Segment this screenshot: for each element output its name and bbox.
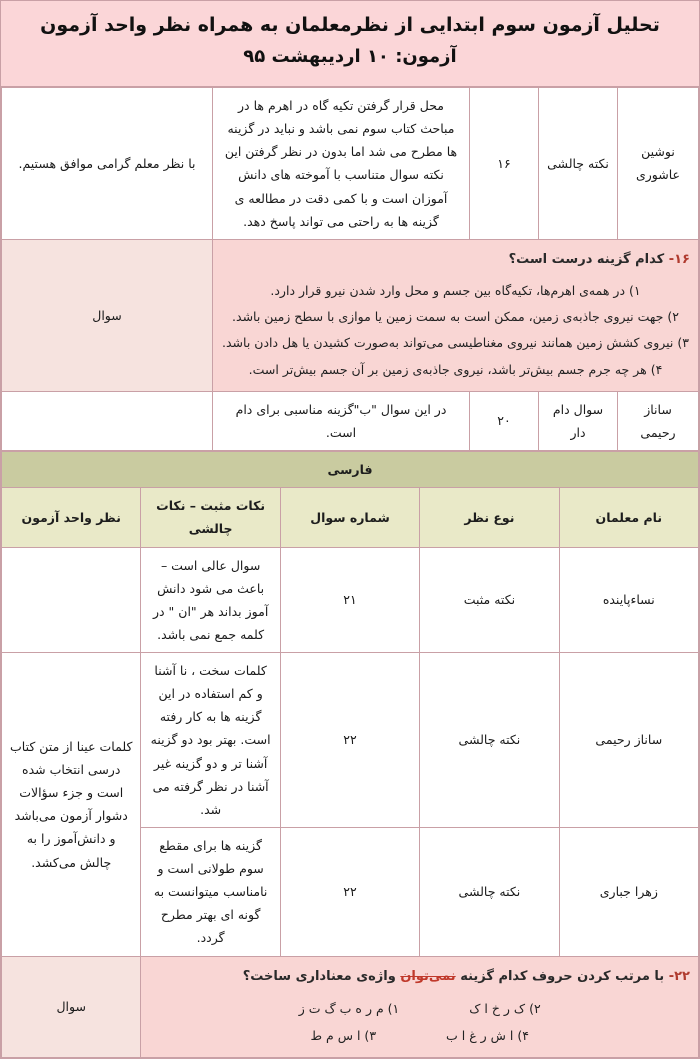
cell-question-number: ۲۱ <box>280 547 419 653</box>
cell-exam-unit-opinion <box>2 547 141 653</box>
cell-question-number: ۲۲ <box>280 827 419 956</box>
question-content-cell <box>213 239 699 391</box>
document-header <box>1 1 699 87</box>
cell-question-number: ۱۶ <box>470 88 539 240</box>
farsi-table <box>1 451 699 1058</box>
cell-note-type: سوال دام دار <box>539 391 618 450</box>
cell-teacher-name: زهرا جباری <box>559 827 698 956</box>
question-label-cell: سوال <box>2 956 141 1057</box>
column-header-notes: نکات مثبت – نکات چالشی <box>141 488 280 547</box>
table-row <box>2 88 699 240</box>
question-text-before: با مرتب کردن حروف کدام گزینه <box>455 968 669 984</box>
question-row <box>2 239 699 391</box>
section-title: فارسی <box>2 452 699 488</box>
section-title-row <box>2 452 699 488</box>
question-title <box>149 965 690 989</box>
question-option-pair <box>149 997 690 1020</box>
question-option-pair <box>149 1024 690 1047</box>
cell-note-text: سوال عالی است – باعث می شود دانش آموز بداند هر "ان " در کلمه جمع نمی باشد. <box>141 547 280 653</box>
question-number: ۲۲- <box>668 968 690 984</box>
cell-note-type: نکته چالشی <box>420 653 559 828</box>
question-option: ۲) جهت نیروی جاذبه‌ی زمین، ممکن است به سمت زمین یا موازی با سطح زمین باشد. <box>232 309 679 325</box>
table-row <box>2 547 699 653</box>
science-table <box>1 87 699 451</box>
cell-note-type: نکته چالشی <box>420 827 559 956</box>
cell-teacher-name: نوشین عاشوری <box>618 88 699 240</box>
column-header-type: نوع نظر <box>420 488 559 547</box>
cell-note-type: نکته چالشی <box>539 88 618 240</box>
cell-teacher-name: ساناز رحیمی <box>559 653 698 828</box>
column-header-teacher: نام معلمان <box>559 488 698 547</box>
column-header-opinion: نظر واحد آزمون <box>2 488 141 547</box>
header-title-line1: تحلیل آزمون سوم ابتدایی از نظرمعلمان به همراه نظر واحد آزمون <box>40 14 660 36</box>
cell-exam-unit-opinion: با نظر معلم گرامی موافق هستیم. <box>2 88 213 240</box>
cell-exam-unit-opinion <box>2 391 213 450</box>
question-text-negation: نمی‌توان <box>400 968 456 984</box>
cell-teacher-name: نساءپاینده <box>559 547 698 653</box>
question-option: ۴) ا ش ر غ ا ب <box>446 1027 529 1043</box>
question-text: کدام گزینه درست است؟ <box>508 251 669 267</box>
cell-note-text: در این سوال "ب"گزینه مناسبی برای دام است. <box>213 391 470 450</box>
cell-teacher-name: ساناز رحیمی <box>618 391 699 450</box>
table-row <box>2 653 699 828</box>
cell-note-text: گزینه ها برای مقطع سوم طولانی است و نامناسب میتوانست به گونه ای بهتر مطرح گردد. <box>141 827 280 956</box>
header-title-line2: آزمون: ۱۰ اردیبهشت ۹۵ <box>243 45 457 67</box>
question-option: ۱) م ر ه ب گ ت ز <box>298 1000 400 1016</box>
question-option: ۳) ا س م ط <box>310 1027 377 1043</box>
question-wrapper <box>149 965 690 1047</box>
column-header-number: شماره سوال <box>280 488 419 547</box>
question-option: ۲) ک ر خ ا ک <box>469 1000 541 1016</box>
cell-note-text: محل قرار گرفتن تکیه گاه در اهرم ها در مباحث کتاب سوم نمی باشد و نباید در گزینه ها مطرح می شد اما بدون در نظر گرفتن این نکته سوال متناسب با آموخته های دانش آموزان است و با کمی دقت در مطالعه ی گزینه ها به راحتی می تواند پاسخ دهد. <box>213 88 470 240</box>
question-content-cell <box>141 956 699 1057</box>
cell-note-text: کلمات سخت ، نا آشنا و کم استفاده در این گزینه ها به کار رفته است. بهتر بود دو گزینه آشنا تر و دو گزینه غیر آشنا در نظر گرفته می شد. <box>141 653 280 828</box>
column-header-row <box>2 488 699 547</box>
question-number: ۱۶- <box>668 251 690 267</box>
question-option: ۳) نیروی کشش زمین همانند نیروی مغناطیسی می‌تواند به‌صورت کشیدن یا هل دادن باشد. <box>222 335 689 351</box>
question-label-cell: سوال <box>2 239 213 391</box>
question-text-after: واژه‌ی معناداری ساخت؟ <box>242 968 401 984</box>
question-wrapper <box>221 248 690 380</box>
cell-question-number: ۲۰ <box>470 391 539 450</box>
question-row <box>2 956 699 1057</box>
cell-note-type: نکته مثبت <box>420 547 559 653</box>
cell-question-number: ۲۲ <box>280 653 419 828</box>
question-title <box>221 248 690 272</box>
question-option: ۴) هر چه جرم جسم بیش‌تر باشد، نیروی جاذبه‌ی زمین بر آن جسم بیش‌تر است. <box>248 361 663 377</box>
question-option: ۱) در همه‌ی اهرم‌ها، تکیه‌گاه بین جسم و محل وارد شدن نیرو قرار دارد. <box>270 282 641 298</box>
cell-merged-exam-unit-opinion: کلمات عینا از متن کتاب درسی انتخاب شده است و جزء سؤالات دشوار آزمون می‌باشد و دانش‌آموز را به چالش می‌کشد. <box>2 653 141 957</box>
table-row <box>2 391 699 450</box>
